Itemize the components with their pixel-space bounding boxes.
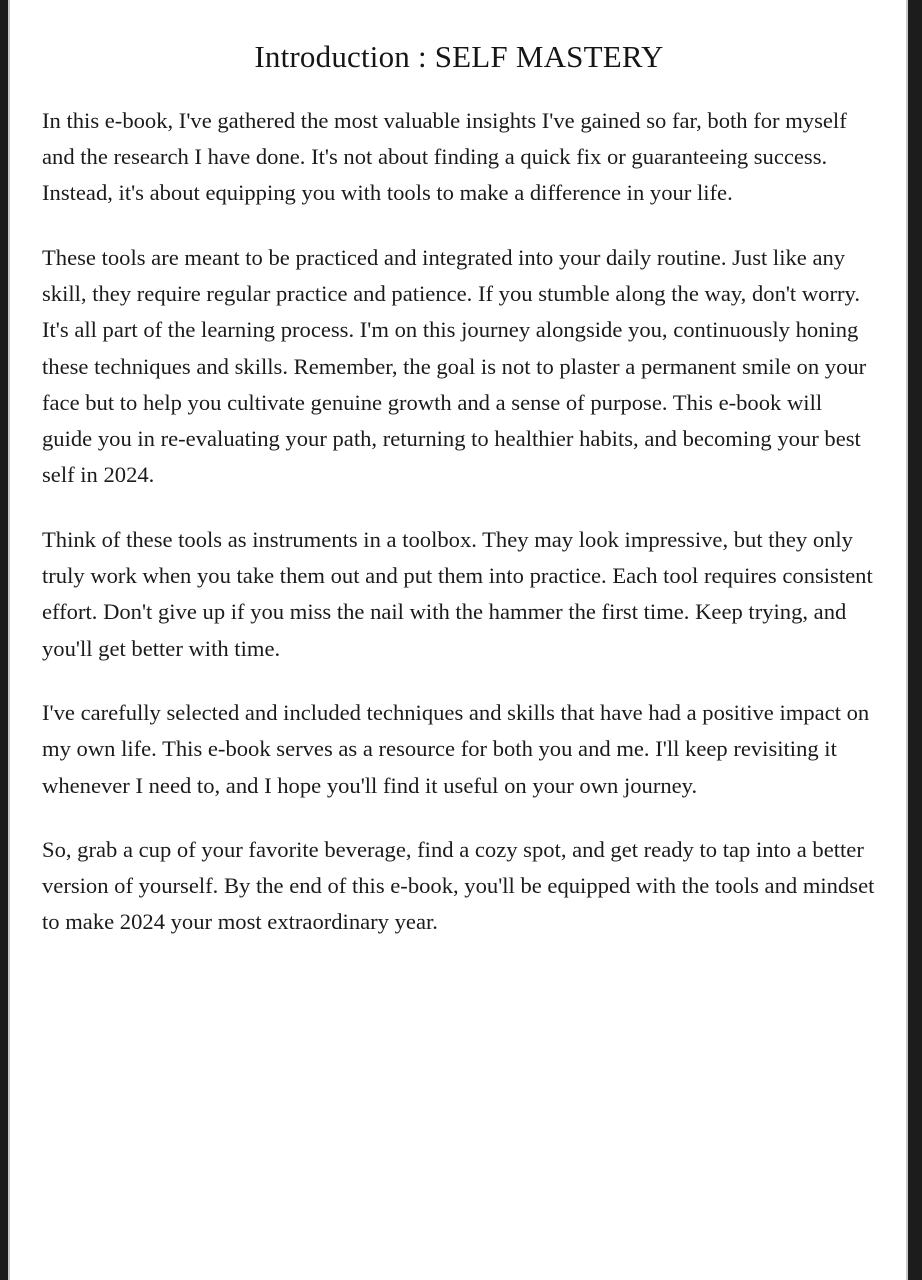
paragraph: So, grab a cup of your favorite beverage, find a cozy spot, and get ready to tap into a better version of yourself. By the end of this e-book, you'll be equipped with the tools and mindset to make 2024 your most extraordinary year. bbox=[42, 836, 875, 935]
left-edge-hairline bbox=[8, 0, 10, 1280]
paragraph: These tools are meant to be practiced and integrated into your daily routine. Just like any skill, they require regular practice and patience. If you stumble along the way, don't worry. It's all part of the learning process. I'm on this journey alongside you, continuously honing these techniques and skills. Remember, the goal is not to plaster a permanent smile on your face but to help you cultivate genuine growth and a sense of purpose. This e-book will guide you in re-evaluating your path, returning to healthier habits, and becoming your best self in 2024. bbox=[42, 244, 867, 488]
page-title: Introduction : SELF MASTERY bbox=[254, 39, 664, 74]
paragraph: I've carefully selected and included techniques and skills that have had a positive impact on my own life. This e-book serves as a resource for both you and me. I'll keep revisiting it whenever I need to, and I hope you'll find it useful on your own journey. bbox=[42, 699, 870, 798]
right-edge-band bbox=[908, 0, 922, 1280]
left-edge-band bbox=[0, 0, 8, 1280]
document-page bbox=[10, 0, 906, 1280]
document-content bbox=[10, 0, 906, 941]
paragraph: Think of these tools as instruments in a toolbox. They may look impressive, but they only truly work when you take them out and put them into practice. Each tool requires consistent effort. Don't give up if you miss the nail with the hammer the first time. Keep trying, and you'll get better with time. bbox=[42, 526, 873, 661]
paragraph: In this e-book, I've gathered the most valuable insights I've gained so far, both for myself and the research I have done. It's not about finding a quick fix or guaranteeing success. Instead, it's about equipping you with tools to make a difference in your life. bbox=[42, 107, 847, 206]
